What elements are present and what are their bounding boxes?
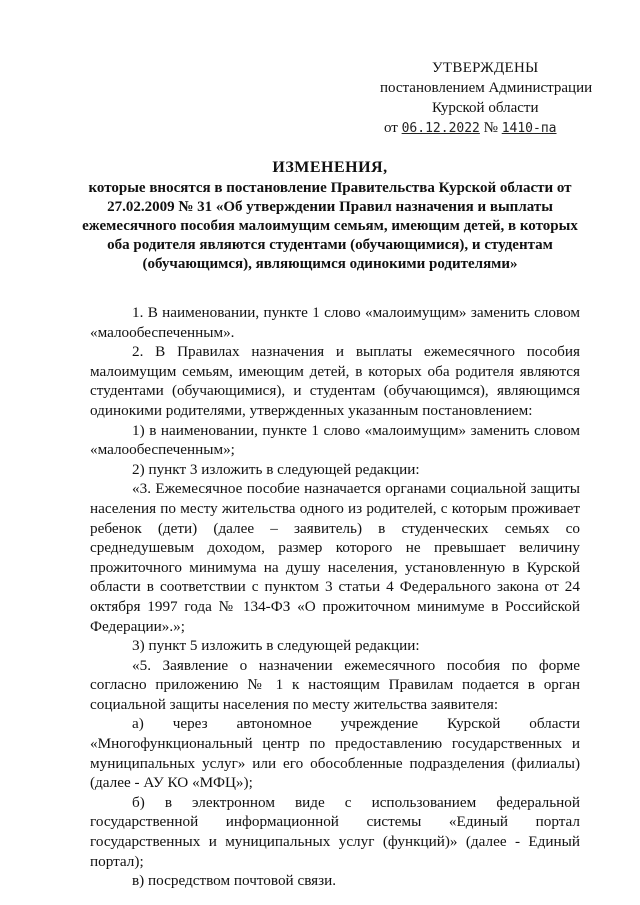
approval-date-number [380, 118, 620, 139]
approval-number-sign: № [479, 120, 502, 136]
paragraph-8: а) через автономное учреждение Курской области «Многофункциональный центр по предоставлению государственных и муниципальных услуг» или его обособленные подразделения (филиалы) (далее - АУ КО «МФЦ»); [90, 715, 580, 792]
approval-stamp [380, 58, 620, 139]
paragraph-2: 2. В Правилах назначения и выплаты ежемесячного пособия малоимущим семьям, имеющим детей, в которых оба родителя являются студентами (обучающимися), и студентам (обучающимся), являющимся одинокими родителями, утвержденных указанным постановлением: [90, 343, 580, 419]
document-title: ИЗМЕНЕНИЯ, [272, 159, 388, 176]
approval-number: 1410-па [501, 121, 557, 136]
paragraph-6: 3) пункт 5 изложить в следующей редакции: [132, 637, 420, 655]
paragraph-7: «5. Заявление о назначении ежемесячного пособия по форме согласно приложению № 1 к настоящим Правилам подается в орган социальной защиты населения по месту жительства заявителя: [90, 656, 580, 713]
approval-region: Курской области [432, 100, 539, 116]
document-subtitle: которые вносятся в постановление Правительства Курской области от 27.02.2009 № 31 «Об утверждении Правил назначения и выплаты ежемесячного пособия малоимущим семьям, имеющим детей, в которых оба родителя являются студентами (обучающимися), и студентам (обучающимся), являющимся одинокими родителями» [82, 180, 578, 272]
paragraph-1: 1. В наименовании, пункте 1 слово «малоимущим» заменить словом «малообеспеченным». [90, 304, 580, 341]
paragraph-9: б) в электронном виде с использованием федеральной государственной информационной системы «Единый портал государственных и муниципальных услуг (функций)» (далее - Единый портал); [90, 793, 580, 870]
document-body [90, 303, 580, 891]
approval-from-label: от [384, 120, 402, 136]
document-heading [80, 158, 580, 274]
paragraph-5: «3. Ежемесячное пособие назначается органами социальной защиты населения по месту жительства одного из родителей, с которым проживает ребенок (дети) (далее – заявитель) в студенческих семьях со среднедушевым доходом, размер которого не превышает величину прожиточного минимума на душу населения, установленную в Курской области в соответствии с пунктом 3 статьи 4 Федерального закона от 24 октября 1997 года № 134-ФЗ «О прожиточном минимуме в Российской Федерации».»; [90, 480, 580, 635]
paragraph-10: в) посредством почтовой связи. [132, 872, 337, 890]
paragraph-3: 1) в наименовании, пункте 1 слово «малоимущим» заменить словом «малообеспеченным»; [90, 421, 580, 459]
approval-authority: постановлением Администрации [380, 80, 593, 96]
paragraph-4: 2) пункт 3 изложить в следующей редакции: [132, 460, 420, 478]
approval-date: 06.12.2022 [401, 121, 480, 136]
approval-title: УТВЕРЖДЕНЫ [432, 60, 539, 76]
